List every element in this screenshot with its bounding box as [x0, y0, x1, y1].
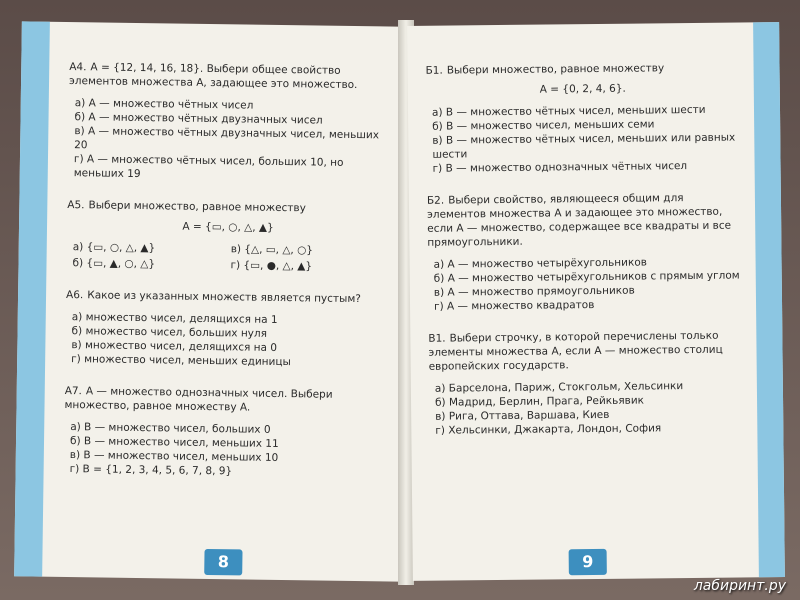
task-b1-options: [426, 102, 741, 175]
task-a6-options: [65, 310, 388, 370]
task-a6-option-g: г) множество чисел, меньших единицы: [71, 353, 291, 369]
task-a5-option-g: г) {▭, ●, △, ▲}: [230, 259, 313, 273]
task-a5-option-b: б) {▭, ▲, ○, △}: [72, 257, 156, 271]
task-b1-question: [426, 60, 740, 77]
task-v1-text: Выбери строчку, в которой перечислены только элементы множества A, если A — множество столиц европейских государств.: [428, 329, 723, 373]
task-b2-option-g: г) A — множество квадратов: [433, 299, 595, 313]
task-a7-question: [64, 384, 386, 416]
task-a4-question: [69, 60, 391, 92]
task-a7-label: А7.: [64, 384, 83, 398]
task-b2-option-b: б) A — множество четырёхугольников с прямым углом: [433, 269, 740, 285]
task-b1-option-b: б) B — множество чисел, меньших семи: [432, 118, 655, 133]
task-a4-options: [68, 96, 391, 184]
task-b1-set-expression: A = {0, 2, 4, 6}.: [539, 82, 626, 96]
task-v1-option-b: б) Мадрид, Берлин, Прага, Рейкьявик: [434, 394, 645, 409]
task-a7-text: A — множество однозначных чисел. Выбери множество, равное множеству A.: [64, 385, 333, 414]
task-a5-options: [66, 240, 388, 274]
left-page-content: [63, 60, 391, 498]
watermark-logo: лабиринт.ру: [693, 578, 786, 594]
right-page-number: 9: [569, 549, 607, 575]
task-a7: [64, 384, 387, 480]
task-a6-option-v: в) множество чисел, делящихся на 0: [71, 339, 278, 354]
task-b2-text: Выбери свойство, являющееся общим для элементов множества A и задающее это множество, если A — множество, содержащее все квадраты и все прямоугольники.: [427, 192, 732, 249]
left-page-number: 8: [204, 549, 242, 576]
task-a5-option-a: а) {▭, ○, △, ▲}: [72, 241, 156, 255]
task-a5-set-expression: A = {▭, ○, △, ▲}: [182, 220, 274, 234]
task-a6-question: [66, 288, 388, 306]
task-b1-option-a: а) B — множество чётных чисел, меньших шести: [431, 103, 706, 119]
task-a4-option-v: в) A — множество чётных двузначных чисел, меньших 20: [74, 125, 380, 152]
task-v1-label: В1.: [428, 332, 446, 345]
right-page-content: [426, 60, 744, 455]
task-b1-text: Выбери множество, равное множеству: [446, 62, 665, 77]
task-a5: [66, 198, 389, 274]
task-a7-option-g: г) B = {1, 2, 3, 4, 5, 6, 7, 8, 9}: [69, 463, 233, 478]
task-a4: [68, 60, 392, 184]
task-a4-option-g: г) A — множество чётных чисел, больших 10, но меньших 19: [73, 153, 344, 181]
task-a5-question: [67, 198, 389, 216]
task-b2-option-a: а) A — множество четырёхугольников: [433, 256, 647, 271]
task-b1-option-g: г) B — множество однозначных чётных чисел: [432, 160, 688, 175]
task-b1-label: Б1.: [425, 64, 443, 77]
task-v1-question: [428, 328, 742, 373]
task-b2-options: [428, 254, 743, 313]
task-a7-options: [64, 420, 387, 480]
task-a6-text: Какое из указанных множеств является пустым?: [87, 289, 361, 306]
task-a7-option-a: а) B — множество чисел, больших 0: [70, 421, 271, 436]
task-v1-option-v: в) Рига, Оттава, Варшава, Киев: [435, 408, 610, 423]
task-a4-option-b: б) A — множество чётных двузначных чисел: [74, 111, 323, 127]
task-a5-label: А5.: [67, 198, 85, 212]
task-b1-option-v: в) B — множество чётных чисел, меньших или равных шести: [432, 131, 736, 161]
task-b2-option-v: в) A — множество прямоугольников: [433, 284, 635, 299]
task-v1-options: [429, 378, 744, 437]
task-a7-option-v: в) B — множество чисел, меньших 10: [69, 449, 279, 464]
task-b2: [427, 190, 742, 313]
task-b2-label: Б2.: [426, 194, 445, 207]
task-v1-option-g: г) Хельсинки, Джакарта, Лондон, София: [435, 422, 662, 437]
task-a4-text: A = {12, 14, 16, 18}. Выбери общее свойство элементов множества A, задающее это множество.: [68, 61, 358, 92]
task-b2-question: [427, 190, 742, 249]
task-a7-option-b: б) B — множество чисел, меньших 11: [69, 435, 279, 450]
task-a5-text: Выбери множество, равное множеству: [88, 199, 306, 215]
task-a5-option-v: в) {△, ▭, △, ○}: [230, 243, 314, 257]
task-v1-option-a: а) Барселона, Париж, Стокгольм, Хельсинки: [434, 380, 684, 395]
task-v1: [428, 328, 743, 437]
task-a6-option-b: б) множество чисел, больших нуля: [71, 325, 268, 340]
task-b1: [426, 60, 741, 175]
left-page: [14, 21, 406, 581]
task-a4-label: А4.: [69, 61, 87, 74]
task-a4-option-a: а) A — множество чётных чисел: [74, 97, 254, 112]
task-a6: [65, 288, 388, 370]
task-a6-label: А6.: [65, 288, 84, 302]
right-page: [407, 22, 785, 581]
task-a6-option-a: а) множество чисел, делящихся на 1: [71, 311, 278, 326]
